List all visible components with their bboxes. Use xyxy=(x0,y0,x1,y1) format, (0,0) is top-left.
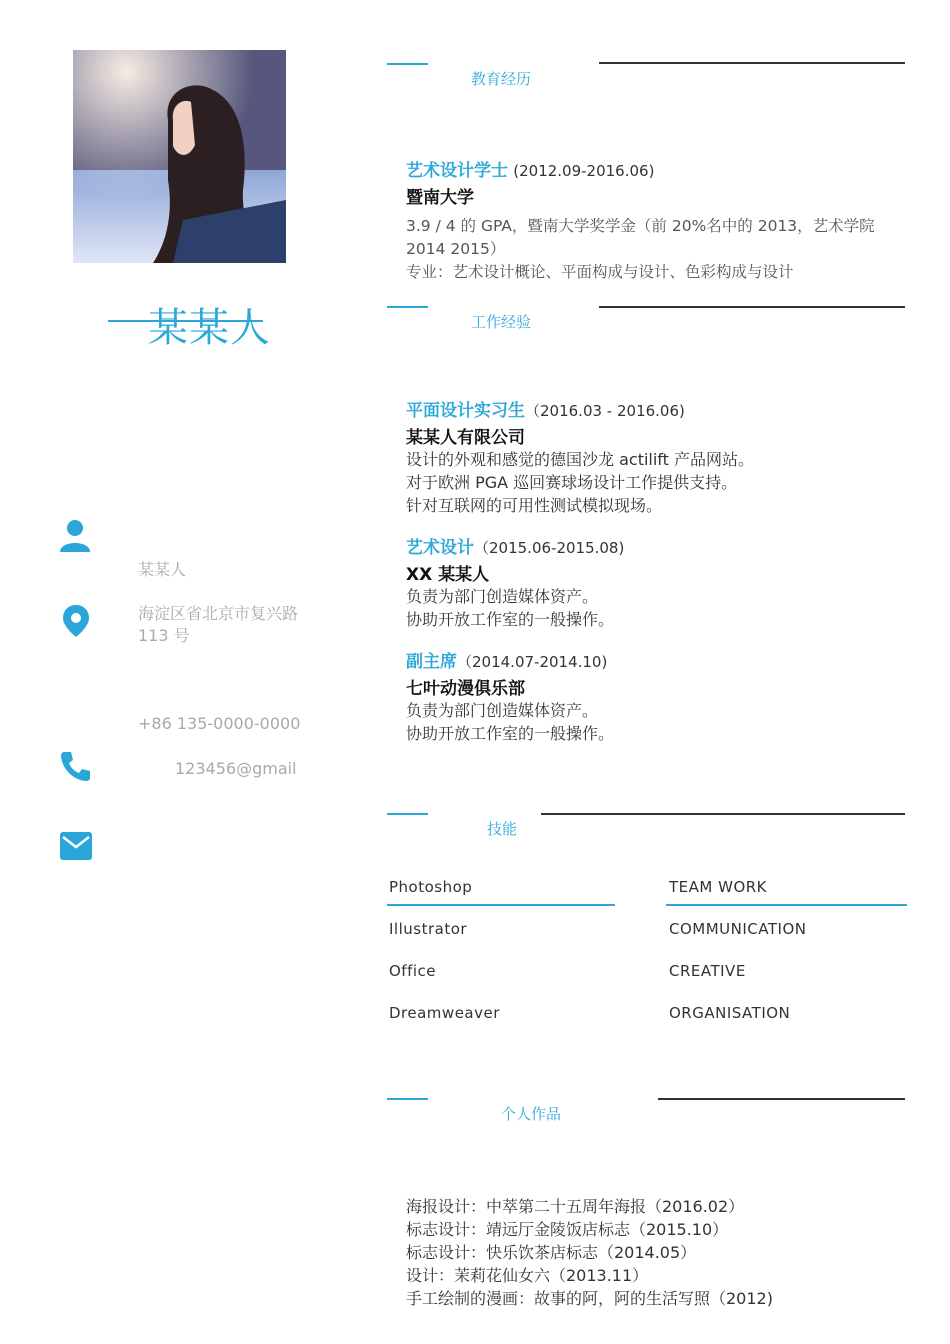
email-address: 123456@gmail xyxy=(175,759,297,778)
work-job-3 xyxy=(406,650,614,745)
works-list xyxy=(406,1195,773,1310)
job-company: 某某人有限公司 xyxy=(406,428,525,448)
job-date: （2014.07-2014.10) xyxy=(457,653,608,671)
job-desc-line: 协助开放工作室的一般操作。 xyxy=(406,724,615,743)
job-desc-line: 负责为部门创造媒体资产。 xyxy=(406,587,599,606)
name-block xyxy=(108,296,278,351)
address xyxy=(138,603,298,647)
job-role: 副主席 xyxy=(406,652,457,672)
skill-item: Dreamweaver xyxy=(389,1004,500,1022)
skills-accent-rule xyxy=(387,813,428,815)
skill-item: Office xyxy=(389,962,437,980)
address-line-2: 113 号 xyxy=(138,626,190,645)
job-role: 平面设计实习生 xyxy=(406,401,525,421)
job-desc-line: 针对互联网的可用性测试模拟现场。 xyxy=(406,496,663,515)
job-company: XX 某某人 xyxy=(406,565,490,585)
education-detail-line-1: 3.9 / 4 的 GPA，暨南大学奖学金（前 20%名中的 2013，艺术学院 xyxy=(406,217,875,235)
phone-icon xyxy=(58,748,94,784)
education-major: 专业：艺术设计概论、平面构成与设计、色彩构成与设计 xyxy=(406,263,794,281)
job-desc-line: 对于欧洲 PGA 巡回赛球场设计工作提供支持。 xyxy=(406,473,738,492)
person-icon xyxy=(58,518,94,554)
profile-photo-image xyxy=(73,50,286,263)
work-job-1 xyxy=(406,399,754,517)
education-accent-rule xyxy=(387,63,428,65)
education-school: 暨南大学 xyxy=(406,188,474,208)
job-company: 七叶动漫俱乐部 xyxy=(406,679,525,699)
address-line-1: 海淀区省北京市复兴路 xyxy=(138,604,299,623)
education-heading xyxy=(406,159,654,183)
job-date: （2016.03 - 2016.06) xyxy=(525,402,685,420)
skill-item: CREATIVE xyxy=(669,962,746,980)
education-rule xyxy=(599,62,905,64)
skill-item: Illustrator xyxy=(389,920,468,938)
work-accent-rule xyxy=(387,306,428,308)
education-title: 教育经历 xyxy=(471,70,532,88)
skill-item: TEAM WORK xyxy=(669,878,768,896)
skill-bar xyxy=(387,904,615,906)
works-item: 标志设计：快乐饮茶店标志（2014.05） xyxy=(406,1243,697,1262)
profile-photo xyxy=(73,50,286,263)
phone-number: +86 135-0000-0000 xyxy=(138,714,301,733)
works-item: 海报设计：中萃第二十五周年海报（2016.02） xyxy=(406,1197,745,1216)
job-role: 艺术设计 xyxy=(406,538,474,558)
job-date: （2015.06-2015.08) xyxy=(474,539,625,557)
education-degree: 艺术设计学士 xyxy=(406,161,508,181)
education-detail-line-2: 2014 2015） xyxy=(406,240,506,258)
skill-item: COMMUNICATION xyxy=(669,920,807,938)
job-desc-line: 协助开放工作室的一般操作。 xyxy=(406,610,615,629)
works-title: 个人作品 xyxy=(501,1105,562,1123)
works-rule xyxy=(658,1098,905,1100)
education-details xyxy=(406,215,875,284)
works-item: 设计：茉莉花仙女六（2013.11） xyxy=(406,1266,649,1285)
candidate-name: 某某人 xyxy=(148,305,271,351)
works-accent-rule xyxy=(387,1098,428,1100)
skill-item: Photoshop xyxy=(389,878,473,896)
works-item: 标志设计：靖远厅金陵饭店标志（2015.10） xyxy=(406,1220,729,1239)
mail-icon xyxy=(58,828,94,864)
skills-title: 技能 xyxy=(487,820,518,838)
job-desc-line: 负责为部门创造媒体资产。 xyxy=(406,701,599,720)
work-rule xyxy=(599,306,905,308)
education-date: (2012.09-2016.06) xyxy=(513,162,655,180)
skill-item: ORGANISATION xyxy=(669,1004,791,1022)
job-desc-line: 设计的外观和感觉的德国沙龙 actilift 产品网站。 xyxy=(406,450,755,469)
contact-name: 某某人 xyxy=(138,560,187,579)
work-title: 工作经验 xyxy=(471,313,532,331)
skill-bar xyxy=(666,904,907,906)
skills-rule xyxy=(541,813,905,815)
works-item: 手工绘制的漫画：故事的阿，阿的生活写照（2012) xyxy=(406,1289,773,1308)
work-job-2 xyxy=(406,536,624,631)
location-pin-icon xyxy=(58,603,94,639)
